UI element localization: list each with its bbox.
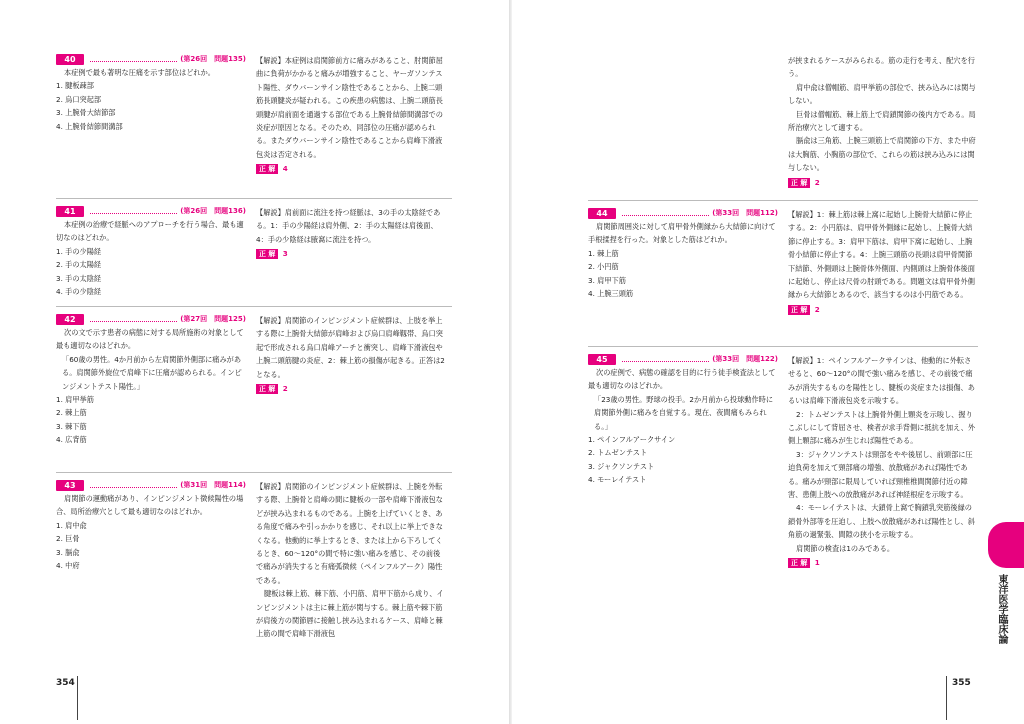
question-source: (第33回 問題112) [712,208,778,217]
answer-label: 正 解 [788,178,810,188]
case-text: 「23歳の男性。野球の投手。2か月前から投球動作時に肩関節外側に痛みを自覚する。現在、夜間痛もみられる。」 [594,394,774,431]
explanation-text: 巨骨は僧帽筋、棘上筋上で肩鎖関節の後内方である。局所治療穴として適する。 [788,109,976,133]
option: 3. 膈兪 [56,547,80,557]
page-number: 355 [952,678,971,688]
right-page [512,0,1024,724]
answer-value: 4 [282,164,288,174]
question-source: (第26回 問題136) [180,206,246,215]
question-stem: 本症例の治療で経脈へのアプローチを行う場合、最も適切なのはどれか。 [56,220,244,243]
dotted-leader [622,356,709,362]
answer-block [788,176,820,189]
answer-label: 正 解 [256,384,278,394]
dotted-leader [622,210,709,216]
option: 1. 腱板疎部 [56,81,94,91]
answer-label: 正 解 [256,164,278,174]
explanation-text: 【解説】1：ペインフルアークサインは、他動的に外転させると、60〜120°の間で強い痛みを感じ、その前後で痛みが消失するものを陽性とし、腱板の炎症または損傷、あるいは肩峰下滑液包炎を示唆する。 [788,356,975,406]
explanation-text: 肩中兪は僧帽筋、肩甲挙筋の部位で、挟み込みには関与しない。 [788,82,976,106]
options-list [56,519,246,573]
explanation-40 [256,54,446,176]
question-45 [588,354,778,487]
answer-value: 1 [814,558,820,568]
question-source: (第33回 問題122) [712,354,778,363]
answer-block [256,247,288,260]
explanation-text: 【解説】肩関節のインピンジメント症候群は、上腕を外転する際、上腕骨と肩峰の間に腱板の一部や肩峰下滑液包などが挟み込まれるものである。上腕を上げていくとき、ある角度で痛みや引っかかりを感じ、それ以上に挙上できなくなる。他動的に挙上するとき、または上から下ろしてくるとき、60〜120°の間で特に強い痛みを感じ、その前後で痛みが消失すると有痛弧徴候（ペインフルアーク）陽性である。 [256,482,443,585]
answer-value: 2 [814,304,820,314]
answer-block [256,162,288,175]
option: 4. モーレイテスト [588,475,647,485]
explanation-44 [788,208,978,316]
option: 2. 小円筋 [588,262,619,272]
question-number: 42 [56,314,84,325]
answer-value: 2 [814,177,820,187]
option: 4. 中府 [56,561,80,571]
divider [588,346,978,347]
option: 1. ペインフルアークサイン [588,435,676,445]
case-text: 「60歳の男性。4か月前から左肩関節外側部に痛みがある。肩関節外旋位で肩峰下に圧痛が認められる。インピンジメントテスト陽性。」 [62,354,242,391]
options-list [588,247,778,301]
option: 3. 上腕骨大結節部 [56,108,116,118]
option: 2. トムゼンテスト [588,448,648,458]
explanation-42 [256,314,446,395]
divider [588,200,978,201]
explanation-43-continued [788,54,978,189]
answer-label: 正 解 [788,558,810,568]
options-list [56,79,246,133]
dotted-leader [90,56,177,62]
option: 1. 肩中兪 [56,520,87,530]
page-number: 354 [56,678,75,688]
explanation-43 [256,480,446,641]
explanation-text: 【解説】1：棘上筋は棘上窩に起始し上腕骨大結節に停止する。2：小円筋は、肩甲骨外側縁に起始し、上腕骨大結節に停止する。3：肩甲下筋は、肩甲下窩に起始し、上腕骨小結節に停止する。4：上腕三頭筋の長頭は肩甲骨関節下結節、外側頭は上腕骨体外側面、内側頭は上腕骨体後面に起始し、停止は尺骨の肘頭である。問題文は肩甲骨外側縁から大結節とあるので、該当するのは小円筋である。 [788,210,975,300]
option: 4. 手の少陰経 [56,287,102,297]
question-stem: 次の症例で、病態の確認を目的に行う徒手検査法として最も適切なのはどれか。 [588,368,776,391]
options-list [56,393,246,447]
option: 4. 上腕骨結節間溝部 [56,121,123,131]
dotted-leader [90,316,177,322]
explanation-45 [788,354,978,570]
answer-label: 正 解 [256,249,278,259]
question-number: 40 [56,54,84,65]
divider [56,472,452,473]
question-stem: 肩関節の運動痛があり、インピンジメント徴候陽性の場合、局所治療穴として最も適切なのはどれか。 [56,494,244,517]
answer-value: 2 [282,384,288,394]
section-label: 東洋医学臨床論 [996,574,1007,644]
divider [56,306,452,307]
question-number: 43 [56,480,84,491]
options-list [56,245,246,299]
option: 2. 棘上筋 [56,408,87,418]
divider [56,198,452,199]
answer-label: 正 解 [788,305,810,315]
question-number: 41 [56,206,84,217]
explanation-text: 腱板は棘上筋、棘下筋、小円筋、肩甲下筋から成り、インピンジメントは主に棘上筋が関与する。棘上筋や棘下筋が肩後方の関節唇に接触し挟み込まれるケース、肩峰と棘上筋の間で肩峰下滑液包 [256,589,444,639]
explanation-text: 肩関節の検査は1のみである。 [796,543,895,553]
question-stem: 肩関節周囲炎に対して肩甲骨外側縁から大結節に向けて手根揉捏を行った。対象とした筋はどれか。 [588,222,776,245]
question-source: (第27回 問題125) [180,314,246,323]
explanation-text: 【解説】肩前面に流注を持つ経脈は、3の手の太陰経である。1：手の少陽経は肩外側、2：手の太陽経は肩後面、4：手の少陰経は腋窩に流注を持つ。 [256,208,441,244]
question-41 [56,206,246,298]
option: 1. 肩甲挙筋 [56,395,94,405]
explanation-text: が挟まれるケースがみられる。筋の走行を考え、配穴を行う。 [788,56,975,79]
option: 3. 肩甲下筋 [588,275,626,285]
dotted-leader [90,208,177,214]
explanation-text: 【解説】本症例は肩関節前方に痛みがあること、肘関節屈曲に負荷がかかると痛みが増強すること、ヤーガソンテスト陽性、ダウバーンサイン陰性であることから、上腕二頭筋長頭腱炎が疑われる。この疾患の病態は、上腕二頭筋長頭腱が肩前面を通過する部位である上腕骨結節間溝部での炎症が原因となる。そのため、同部位の圧痛が認められる。またダウバーンサイン陰性であることから肩峰下滑液包炎は否定される。 [256,56,443,159]
explanation-text: 膈兪は三角筋、上腕三頭筋上で肩関節の下方、また中府は大胸筋、小胸筋の部位で、これらの筋は挟み込みには関与しない。 [788,136,976,173]
footer-rule [77,676,78,720]
option: 4. 上腕三頭筋 [588,289,634,299]
question-source: (第31回 問題114) [180,480,246,489]
options-list [588,433,778,487]
option: 2. 烏口突起部 [56,94,102,104]
section-tab [988,522,1024,568]
option: 3. 手の太陰経 [56,273,102,283]
dotted-leader [90,482,177,488]
option: 3. 棘下筋 [56,421,87,431]
question-40 [56,54,246,133]
question-source: (第26回 問題135) [180,54,246,63]
answer-block [256,382,288,395]
option: 3. ジャクソンテスト [588,461,655,471]
option: 4. 広背筋 [56,435,87,445]
explanation-text: 【解説】肩関節のインピンジメント症候群は、上肢を挙上する際に上腕骨大結節が肩峰および烏口肩峰靱帯、烏口突起で形成される烏口肩峰アーチと衝突し、肩峰下滑液包や上腕二頭筋腱の炎症、2：棘上筋の損傷が起きる。正答は2となる。 [256,316,445,379]
question-number: 45 [588,354,616,365]
question-43 [56,480,246,572]
explanation-41 [256,206,446,261]
option: 1. 手の少陽経 [56,246,102,256]
option: 1. 棘上筋 [588,248,619,258]
explanation-text: 2：トムゼンテストは上腕骨外側上顆炎を示唆し、握りこぶしにして背屈させ、検者が求手背側に抵抗を加え、外側上顆部に痛みが生じれば陽性である。 [788,409,976,446]
question-number: 44 [588,208,616,219]
question-42 [56,314,246,447]
question-44 [588,208,778,300]
explanation-text: 4：モーレイテストは、大鎖骨上窩で胸鎖乳突筋後縁の鎖骨外部等を圧迫し、上肢へ放散痛があれば陽性とし、斜角筋の過緊張、間隙の狭小を示唆する。 [788,503,975,540]
answer-value: 3 [282,249,288,259]
option: 2. 手の太陽経 [56,260,102,270]
answer-block [788,556,820,569]
question-stem: 本症例で最も著明な圧痛を示す部位はどれか。 [64,68,215,77]
footer-rule [946,676,947,720]
answer-block [788,303,820,316]
option: 2. 巨骨 [56,534,80,544]
explanation-text: 3：ジャクソンテストは頸部をやや後屈し、前頭部に圧迫負荷を加えて頸部痛の增強、放散痛があれば陽性である。痛みが頸部に限局していれば頸椎椎間関節付近の障害、患側上肢への放散痛があれば神経根症を示唆する。 [788,449,973,500]
question-stem: 次の文で示す患者の病態に対する局所施術の対象として最も適切なのはどれか。 [56,328,244,351]
